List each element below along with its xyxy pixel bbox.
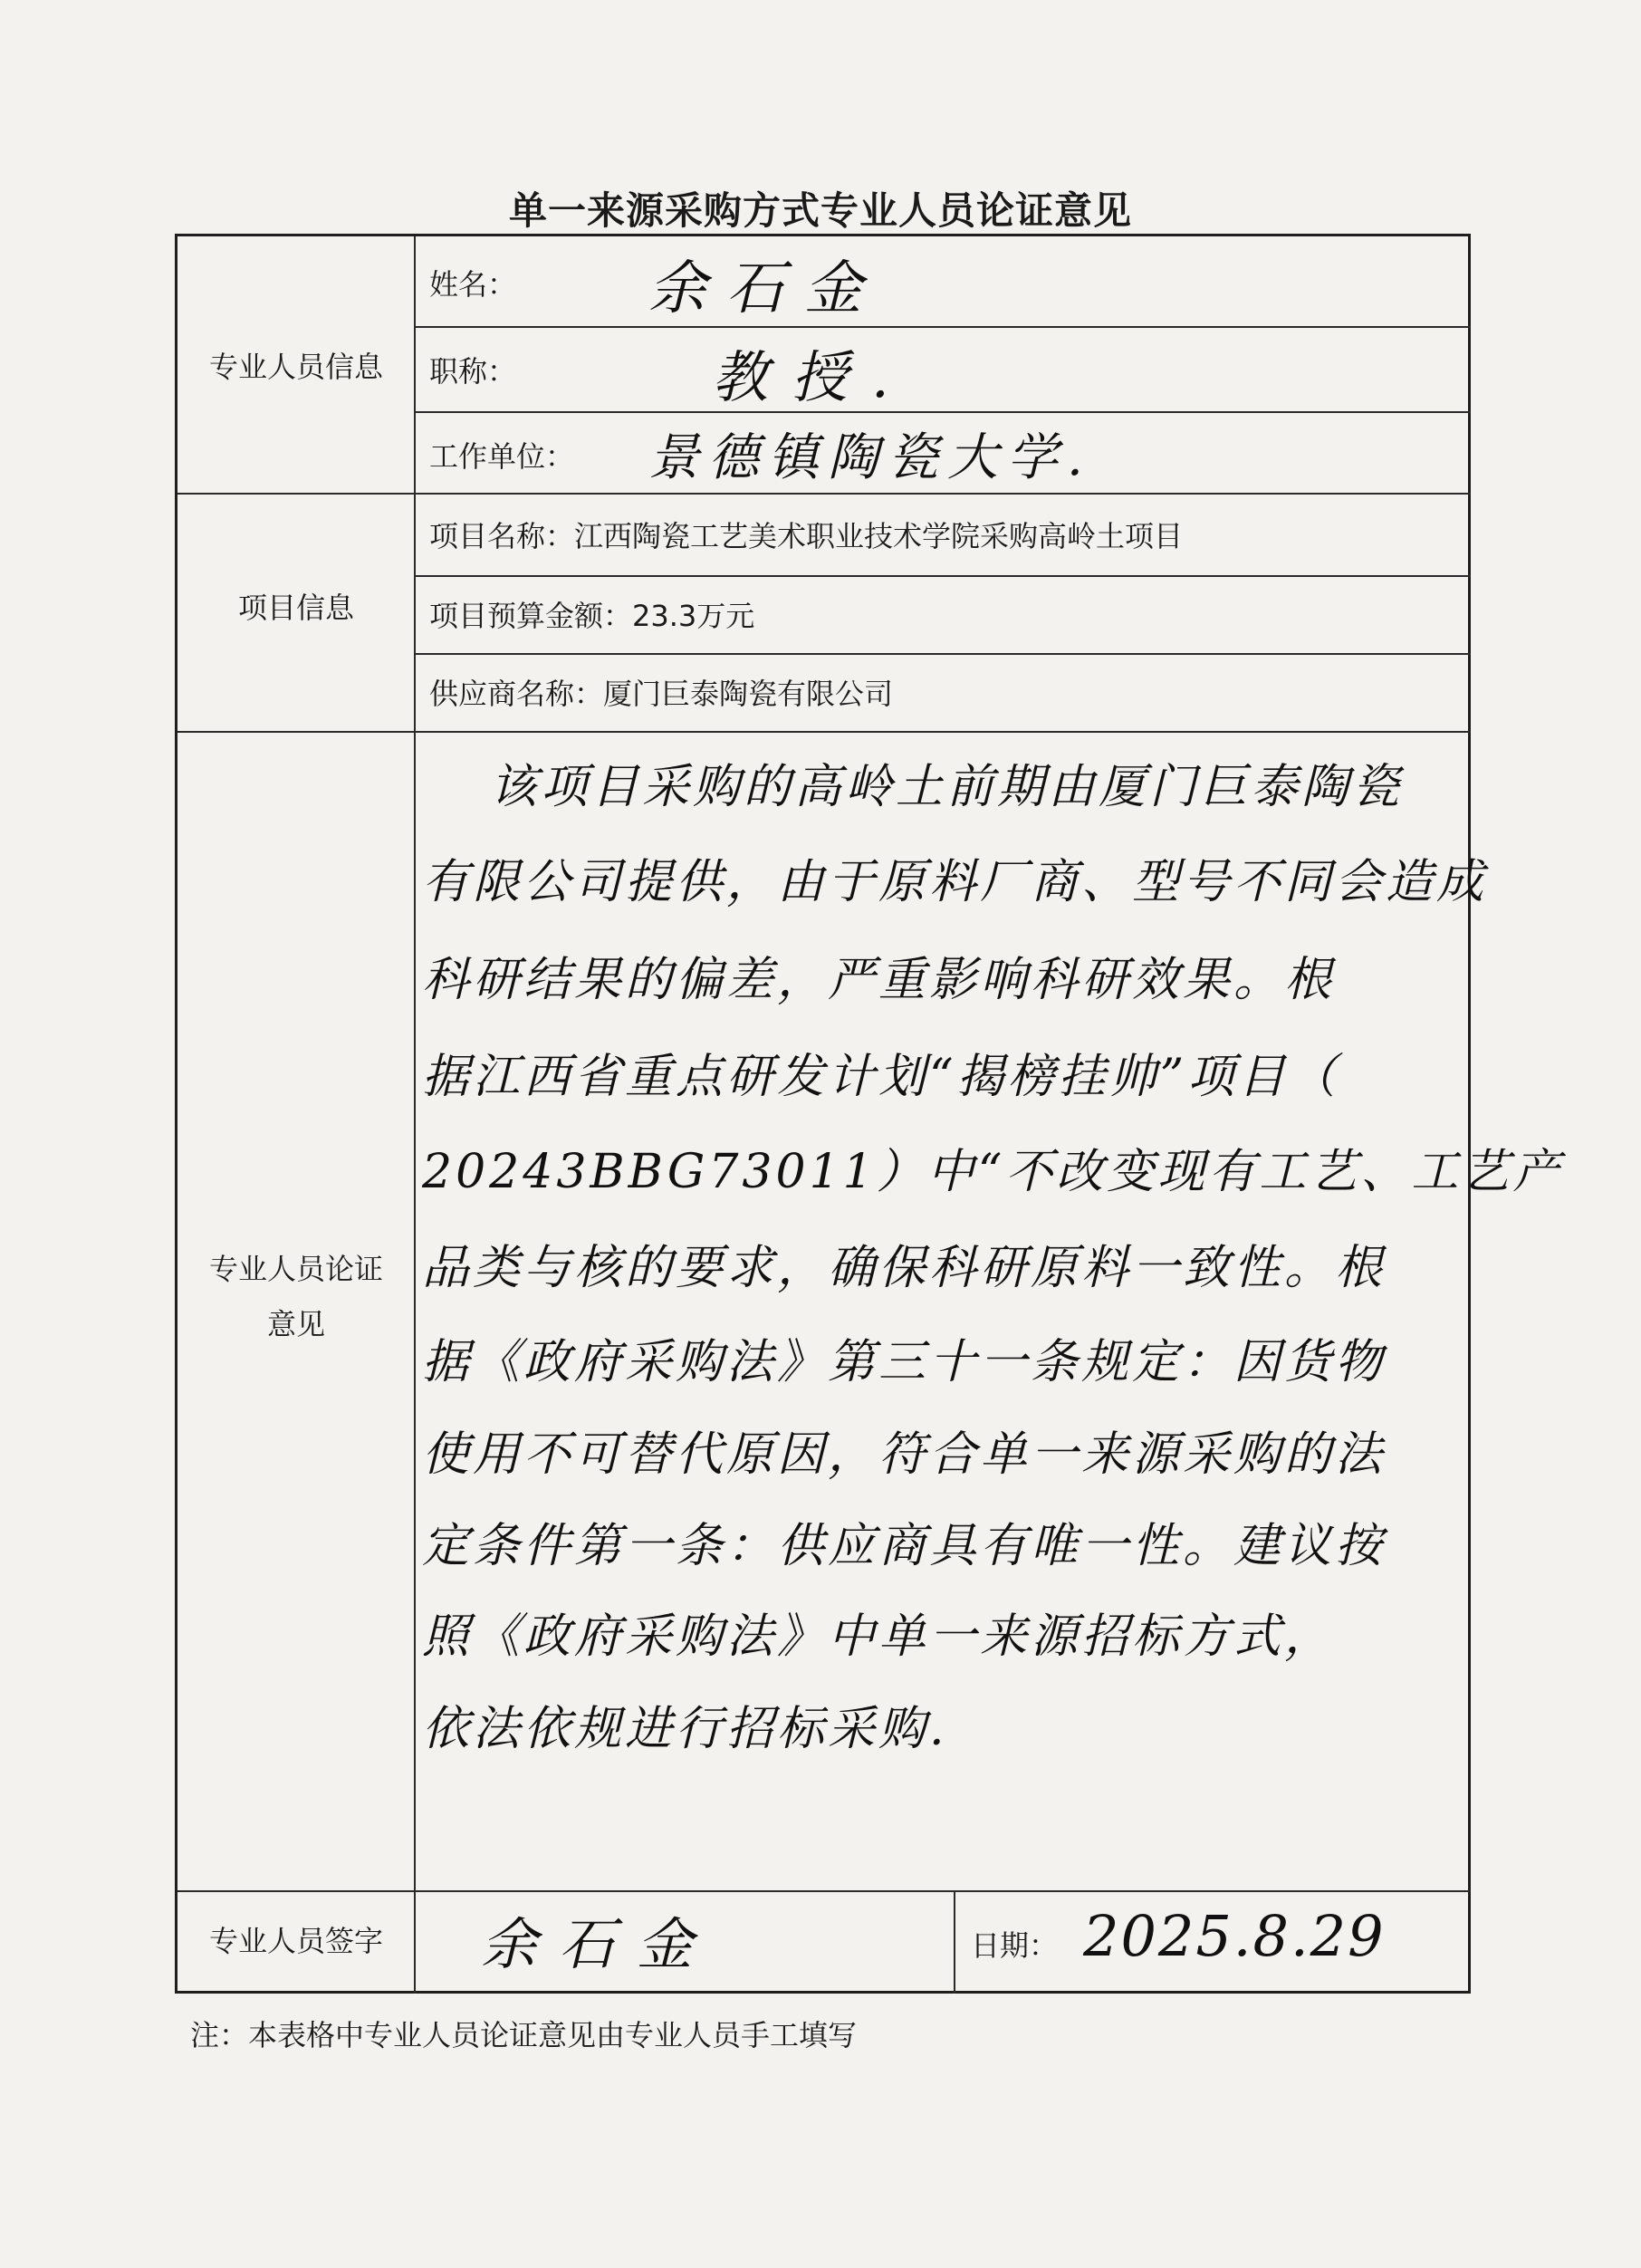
employer-label: 工作单位：: [429, 439, 575, 474]
employer-handwritten-value: 景德镇陶瓷大学.: [648, 428, 1092, 487]
opinion-handwritten-line: 科研结果的偏差，严重影响科研效果。根: [422, 953, 1336, 1007]
opinion-handwritten-line: 该项目采购的高岭土前期由厦门巨泰陶瓷: [490, 760, 1404, 814]
title-handwritten-value: 教授.: [712, 344, 913, 410]
signature-handwritten: 余石金: [481, 1911, 715, 1977]
opinion-section-label: [178, 1242, 415, 1352]
budget-field: 项目预算金额：23.3万元: [429, 599, 755, 633]
project-info-section-label: 项目信息: [237, 591, 354, 625]
date-handwritten: 2025.8.29: [1083, 1903, 1386, 1969]
expert-info-section-label: 专业人员信息: [208, 350, 383, 384]
opinion-handwritten-line: 照《政府采购法》中单一来源招标方式，: [422, 1610, 1336, 1664]
section-divider: [178, 1890, 1471, 1892]
opinion-section-label-line: 专业人员论证: [208, 1252, 383, 1286]
opinion-handwritten-line: 品类与核的要求，确保科研原料一致性。根: [422, 1241, 1387, 1295]
label-column-divider: [414, 236, 416, 1994]
footnote: 注：本表格中专业人员论证意见由专业人员手工填写: [190, 2018, 858, 2052]
opinion-handwritten-line: 使用不可替代原因，符合单一来源采购的法: [422, 1427, 1387, 1482]
title-label: 职称：: [429, 354, 517, 389]
signature-label: 专业人员签字: [208, 1924, 383, 1958]
opinion-handwritten-line: 依法依规进行招标采购.: [422, 1702, 948, 1756]
supplier-field: 供应商名称：厦门巨泰陶瓷有限公司: [429, 677, 894, 711]
project-name-field: 项目名称：江西陶瓷工艺美术职业技术学院采购高岭土项目: [429, 519, 1184, 553]
opinion-handwritten-line: 20243BBG73011）中“不改变现有工艺、工艺产: [422, 1145, 1564, 1199]
row-divider: [415, 575, 1471, 577]
opinion-handwritten-line: 据《政府采购法》第三十一条规定：因货物: [422, 1335, 1387, 1389]
name-handwritten-value: 余石金: [648, 255, 882, 322]
form-table: [175, 234, 1564, 1994]
date-column-divider: [954, 1890, 955, 1994]
opinion-section-label-line: 意见: [266, 1306, 325, 1341]
row-divider: [415, 653, 1471, 655]
date-label: 日期：: [971, 1928, 1059, 1963]
document-title: 单一来源采购方式专业人员论证意见: [508, 188, 1132, 233]
name-label: 姓名：: [429, 267, 517, 302]
opinion-handwritten-line: 据江西省重点研发计划“揭榜挂帅”项目（: [422, 1050, 1340, 1104]
section-divider: [178, 731, 1471, 733]
opinion-handwritten-line: 定条件第一条：供应商具有唯一性。建议按: [422, 1519, 1387, 1573]
row-divider: [415, 326, 1471, 328]
row-divider: [415, 411, 1471, 413]
section-divider: [178, 493, 1471, 495]
opinion-handwritten-line: 有限公司提供，由于原料厂商、型号不同会造成: [422, 855, 1488, 909]
